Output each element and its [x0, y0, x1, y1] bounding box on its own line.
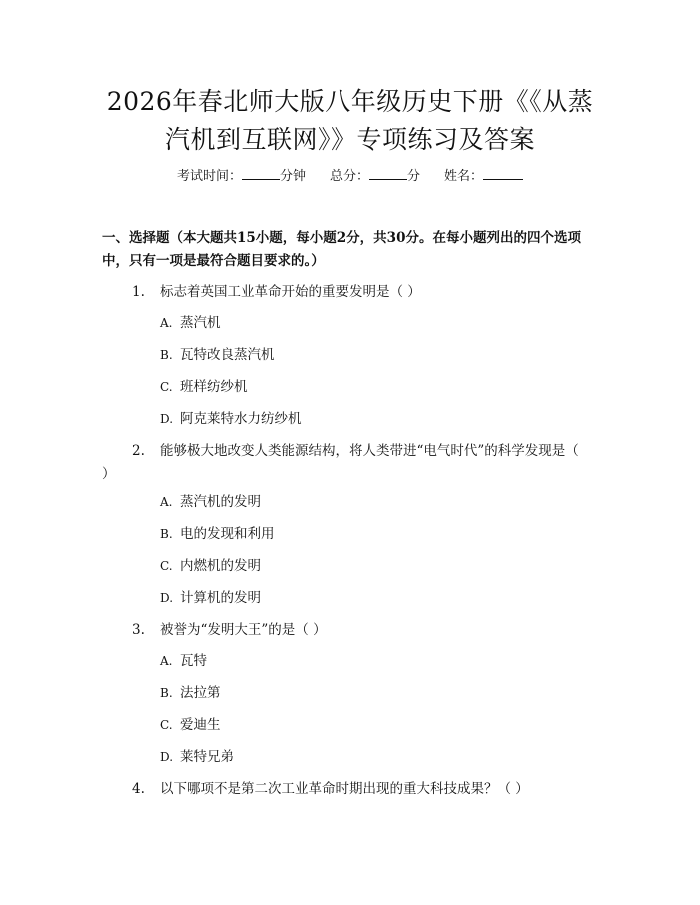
option-letter: C.	[160, 380, 173, 394]
question-text: 能够极大地改变人类能源结构，将人类带进“电气时代”的科学发现是（ ）	[102, 443, 579, 482]
question-1-option-b	[160, 345, 275, 365]
name-label: 姓名：	[444, 169, 484, 184]
name-blank	[483, 166, 523, 180]
score-label: 总分：	[329, 169, 369, 184]
question-1-option-a	[160, 313, 221, 333]
question-1-option-d	[160, 409, 302, 429]
option-text: 计算机的发明	[180, 590, 261, 606]
option-text: 法拉第	[180, 685, 221, 701]
question-number: 3.	[132, 622, 145, 638]
option-letter: D.	[160, 591, 174, 605]
question-3-option-b	[160, 683, 221, 703]
option-text: 蒸汽机的发明	[180, 494, 261, 510]
question-text: 被誉为“发明大王”的是（ ）	[160, 622, 327, 638]
score-unit: 分	[407, 169, 421, 184]
option-text: 班样纺纱机	[180, 379, 248, 395]
question-1-option-c	[160, 377, 248, 397]
option-text: 瓦特改良蒸汽机	[180, 347, 275, 363]
time-label: 考试时间：	[176, 169, 242, 184]
time-blank	[242, 166, 280, 180]
question-3-option-a	[160, 651, 207, 671]
question-number: 2.	[132, 443, 145, 459]
option-letter: C.	[160, 718, 173, 732]
option-letter: A.	[160, 654, 173, 668]
question-number: 1.	[132, 284, 145, 300]
option-letter: D.	[160, 750, 174, 764]
question-4	[102, 778, 602, 801]
question-text: 标志着英国工业革命开始的重要发明是（ ）	[160, 284, 421, 300]
option-text: 阿克莱特水力纺纱机	[180, 411, 302, 427]
option-letter: D.	[160, 412, 174, 426]
exam-meta	[0, 166, 700, 187]
option-letter: A.	[160, 316, 173, 330]
option-text: 爱迪生	[180, 717, 221, 733]
option-letter: B.	[160, 527, 173, 541]
question-2	[102, 440, 587, 486]
option-letter: B.	[160, 348, 173, 362]
question-2-option-c	[160, 556, 261, 576]
question-1	[102, 281, 602, 304]
question-2-option-d	[160, 588, 261, 608]
question-3-option-d	[160, 747, 234, 767]
question-2-option-b	[160, 524, 275, 544]
option-text: 瓦特	[180, 653, 207, 669]
question-text: 以下哪项不是第二次工业革命时期出现的重大科技成果？（ ）	[160, 781, 529, 797]
option-text: 内燃机的发明	[180, 558, 261, 574]
section-heading: 一、选择题（本大题共15小题，每小题2分，共30分。在每小题列出的四个选项中，只有一项是最符合题目要求的。）	[102, 230, 581, 269]
document-title-line-2: 汽机到互联网》》专项练习及答案	[164, 125, 535, 154]
score-blank	[369, 166, 407, 180]
question-number: 4.	[132, 781, 145, 797]
question-3-option-c	[160, 715, 221, 735]
option-text: 莱特兄弟	[180, 749, 234, 765]
document-title-line-1: 2026年春北师大版八年级历史下册《《从蒸	[106, 87, 594, 116]
time-unit: 分钟	[279, 169, 306, 184]
question-2-option-a	[160, 492, 261, 512]
option-text: 蒸汽机	[180, 315, 221, 331]
option-text: 电的发现和利用	[180, 526, 275, 542]
option-letter: A.	[160, 495, 173, 509]
option-letter: C.	[160, 559, 173, 573]
question-3	[102, 619, 602, 642]
option-letter: B.	[160, 686, 173, 700]
